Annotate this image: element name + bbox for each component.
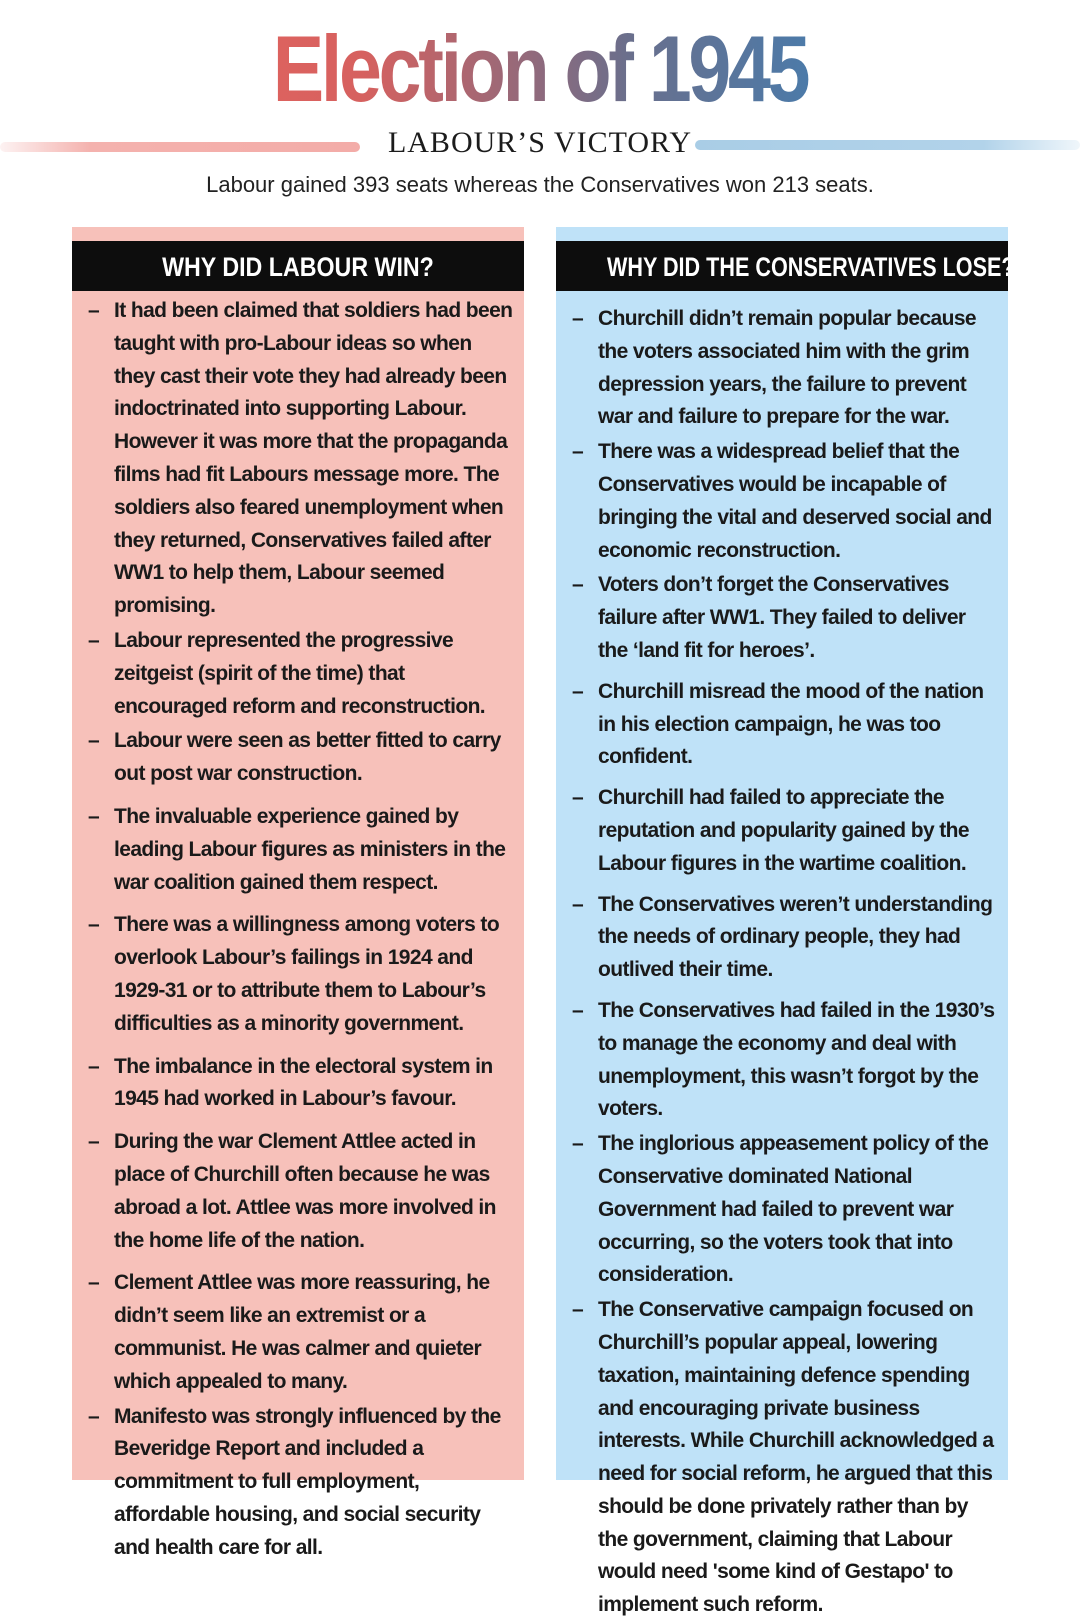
list-item: – Clement Attlee was more reassuring, he didn’t seem like an extremist or a communist. He was calmer and quieter which appealed to many.: [80, 1267, 516, 1398]
list-item: – The Conservatives had failed in the 1930’s to manage the economy and deal with unemployment, this wasn’t forgot by the voters.: [564, 995, 1000, 1126]
conservatives-lose-list: [564, 303, 1000, 1624]
labour-win-panel: [72, 227, 524, 1559]
list-item: – Manifesto was strongly influenced by the Beveridge Report and included a commitment to full employment, affordable housing, and social security and health care for all.: [80, 1401, 516, 1565]
list-item: – Voters don’t forget the Conservatives failure after WW1. They failed to deliver the ‘land fit for heroes’.: [564, 569, 1000, 667]
list-item: – Churchill misread the mood of the nation in his election campaign, he was too confident.: [564, 676, 1000, 774]
list-item: – It had been claimed that soldiers had been taught with pro-Labour ideas so when they cast their vote they had already been indoctrinated into supporting Labour. However it was more that the propaganda films had fit Labours message more. The soldiers also feared unemployment when they returned, Conservatives failed after WW1 to help them, Labour seemed promising.: [80, 295, 516, 623]
conservatives-lose-heading-bar: [556, 241, 1015, 291]
list-item: – The Conservative campaign focused on Churchill’s popular appeal, lowering taxation, maintaining defence spending and encouraging private business interests. While Churchill acknowledged a need for social reform, he argued that this should be done privately rather than by the government, claiming that Labour would need 'some kind of Gestapo' to implement such reform.: [564, 1294, 1000, 1622]
list-item: – Labour represented the progressive zeitgeist (spirit of the time) that encouraged reform and reconstruction.: [80, 625, 516, 723]
list-item: – Labour were seen as better fitted to carry out post war construction.: [80, 725, 516, 791]
list-item: – There was a willingness among voters to overlook Labour’s failings in 1924 and 1929-31 or to attribute them to Labour’s difficulties as a minority government.: [80, 909, 516, 1040]
list-item: – During the war Clement Attlee acted in place of Churchill often because he was abroad a lot. Attlee was more involved in the home life of the nation.: [80, 1126, 516, 1257]
conservatives-lose-heading: WHY DID THE CONSERVATIVES LOSE?: [606, 252, 1015, 282]
list-item: – The invaluable experience gained by leading Labour figures as ministers in the war coalition gained them respect.: [80, 801, 516, 899]
list-item: – The imbalance in the electoral system in 1945 had worked in Labour’s favour.: [80, 1051, 516, 1117]
list-item: – Churchill had failed to appreciate the reputation and popularity gained by the Labour figures in the wartime coalition.: [564, 782, 1000, 880]
labour-win-heading-bar: [72, 241, 524, 291]
list-item: – The inglorious appeasement policy of the Conservative dominated National Government had failed to prevent war occurring, so the voters took that into consideration.: [564, 1128, 1000, 1292]
list-item: – There was a widespread belief that the Conservatives would be incapable of bringing the vital and deserved social and economic reconstruction.: [564, 436, 1000, 567]
labour-win-heading: WHY DID LABOUR WIN?: [162, 252, 434, 282]
list-item: – The Conservatives weren’t understanding the needs of ordinary people, they had outlived their time.: [564, 889, 1000, 987]
page-subtitle: LABOUR’S VICTORY: [387, 126, 693, 159]
seats-summary: Labour gained 393 seats whereas the Conservatives won 213 seats.: [206, 172, 874, 197]
page-title: Election of 1945: [97, 14, 983, 124]
labour-win-list: [80, 295, 516, 1566]
list-item: – Churchill didn’t remain popular because the voters associated him with the grim depression years, the failure to prevent war and failure to prepare for the war.: [564, 303, 1000, 434]
conservatives-lose-panel: [556, 227, 1015, 1617]
